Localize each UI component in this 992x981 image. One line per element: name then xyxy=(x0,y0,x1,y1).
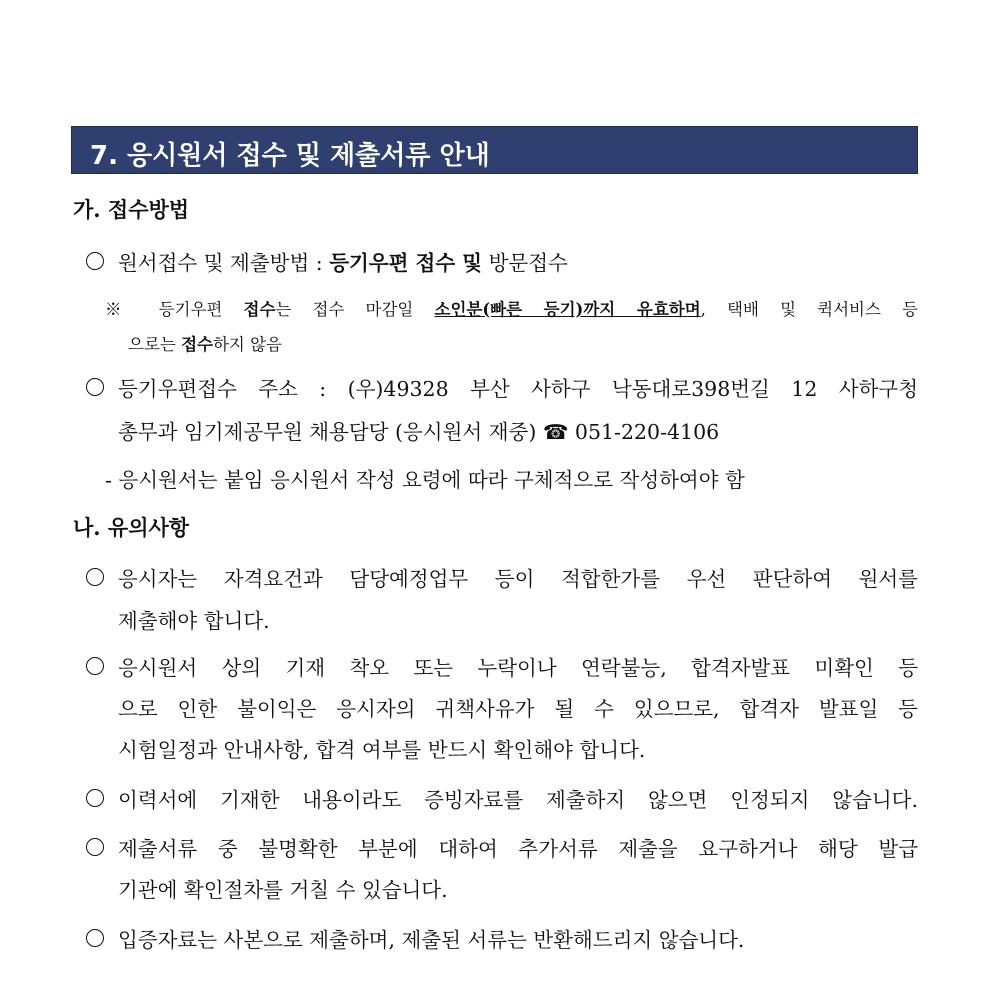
circle-bullet-icon xyxy=(86,838,104,856)
address-line-1: 등기우편접수 주소 : (우)49328 부산 사하구 낙동대로398번길 12 사하구청 xyxy=(118,377,918,401)
circle-bullet-icon xyxy=(86,929,104,947)
circle-bullet-icon xyxy=(86,568,104,586)
notice-item-line: 입증자료는 사본으로 제출하며, 제출된 서류는 반환해드리지 않습니다. xyxy=(118,928,745,952)
address-line-2: 총무과 임기제공무원 채용담당 (응시원서 재중) ☎ 051-220-4106 xyxy=(118,420,720,444)
notice-item-line: 으로 인한 불이익은 응시자의 귀책사유가 될 수 있으므로, 합격자 발표일 등 xyxy=(118,697,918,721)
notice-item-line: 기관에 확인절차를 거칠 수 있습니다. xyxy=(118,878,448,902)
notice-item-line: 제출해야 합니다. xyxy=(118,609,270,633)
note-line-1: ※ 등기우편 접수는 접수 마감일 소인분(빠른 등기)까지 유효하며, 택배 및 퀵서비스 등 xyxy=(105,300,919,319)
phone-icon: ☎ xyxy=(542,420,569,444)
method-line: 원서접수 및 제출방법 : 등기우편 접수 및 방문접수 xyxy=(118,251,568,275)
circle-bullet-icon xyxy=(86,378,104,396)
circle-bullet-icon xyxy=(86,252,104,270)
circle-bullet-icon xyxy=(86,789,104,807)
section-banner xyxy=(71,126,918,174)
note-line-2: 으로는 접수하지 않음 xyxy=(128,335,282,354)
notice-item-line: 응시원서 상의 기재 착오 또는 누락이나 연락불능, 합격자발표 미확인 등 xyxy=(118,656,918,680)
notice-item-line: 이력서에 기재한 내용이라도 증빙자료를 제출하지 않으면 인정되지 않습니다. xyxy=(118,788,918,812)
notice-item-line: 시험일정과 안내사항, 합격 여부를 반드시 확인해야 합니다. xyxy=(118,738,646,762)
notice-item-line: 제출서류 중 불명확한 부분에 대하여 추가서류 제출을 요구하거나 해당 발급 xyxy=(118,837,918,861)
circle-bullet-icon xyxy=(86,657,104,675)
subsection-b-title: 나. 유의사항 xyxy=(73,515,190,540)
instruction-line: - 응시원서는 붙임 응시원서 작성 요령에 따라 구체적으로 작성하여야 함 xyxy=(105,468,745,492)
section-title: 7. 응시원서 접수 및 제출서류 안내 xyxy=(90,141,490,171)
subsection-a-title: 가. 접수방법 xyxy=(73,197,190,222)
notice-item-line: 응시자는 자격요건과 담당예정업무 등이 적합한가를 우선 판단하여 원서를 xyxy=(118,567,918,591)
